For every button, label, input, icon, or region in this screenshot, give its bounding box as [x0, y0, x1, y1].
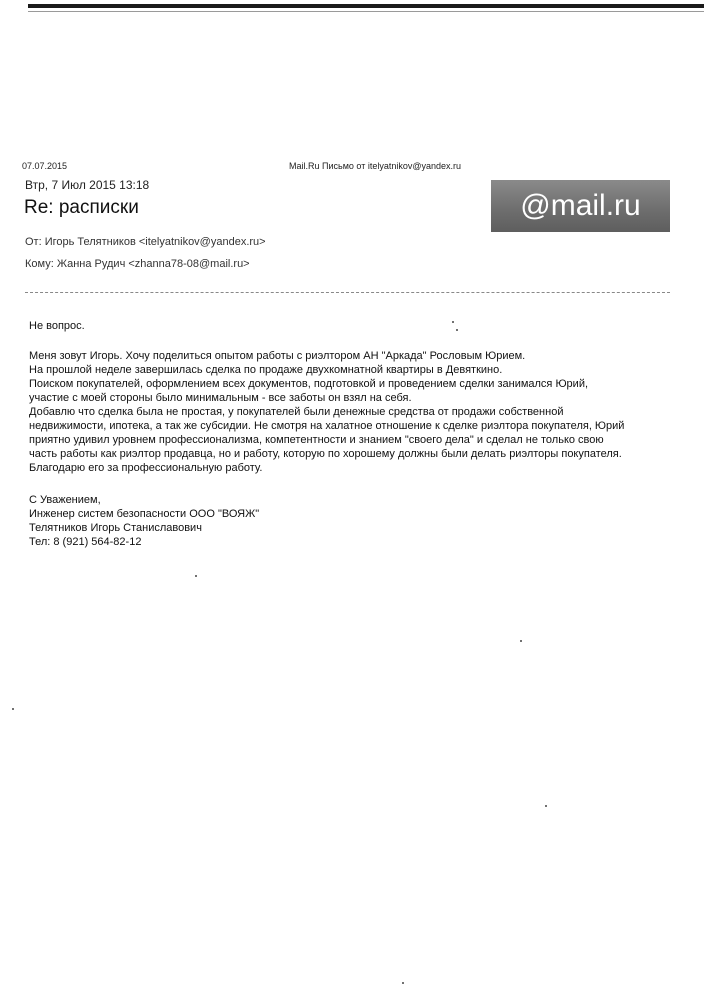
scan-speck	[456, 329, 458, 331]
body-line: На прошлой неделе завершилась сделка по продаже двухкомнатной квартиры в Девяткино.	[29, 364, 503, 376]
scan-border-top	[28, 4, 704, 8]
signature-line: Инженер систем безопасности ООО "ВОЯЖ"	[29, 508, 260, 520]
signature-line: Телятников Игорь Станиславович	[29, 522, 202, 534]
body-line: недвижимости, ипотека, а так же субсидии. Не смотря на халатное отношение к сделке риэлтора покупателя, Юрий	[29, 420, 625, 432]
email-signature	[29, 493, 259, 549]
mailru-logo	[491, 180, 670, 232]
scan-border-line	[28, 11, 704, 12]
body-line: Благодарю его за профессиональную работу.	[29, 462, 263, 474]
body-line: Поиском покупателей, оформлением всех документов, подготовкой и проведением сделки занимался Юрий,	[29, 378, 589, 390]
email-greeting: Не вопрос.	[29, 320, 85, 332]
scan-speck	[520, 640, 522, 642]
body-line: приятно удивил уровнем профессионализма, компетентности и знанием "своего дела" и сделал не только свою	[29, 434, 604, 446]
signature-line: Тел: 8 (921) 564-82-12	[29, 536, 142, 548]
scan-speck	[545, 805, 547, 807]
body-line: Добавлю что сделка была не простая, у покупателей были денежные средства от продажи собственной	[29, 406, 564, 418]
print-date: 07.07.2015	[22, 161, 68, 171]
email-from: От: Игорь Телятников <itelyatnikov@yandex.ru>	[25, 236, 266, 248]
email-body	[29, 349, 624, 475]
print-source: Mail.Ru Письмо от itelyatnikov@yandex.ru	[289, 161, 461, 171]
scan-speck	[12, 708, 14, 710]
email-subject: Re: расписки	[24, 197, 139, 218]
scan-speck	[402, 982, 404, 984]
header-divider	[25, 292, 670, 293]
scan-speck	[195, 575, 197, 577]
signature-line: С Уважением,	[29, 494, 101, 506]
body-line: часть работы как риэлтор продавца, но и работу, которую по хорошему должны были делать риэлторы покупателя.	[29, 448, 622, 460]
scan-speck	[452, 321, 454, 323]
body-line: участие с моей стороны было минимальным - все заботы он взял на себя.	[29, 392, 412, 404]
email-sent-date: Втр, 7 Июл 2015 13:18	[25, 178, 150, 192]
mailru-logo-text: @mail.ru	[520, 189, 641, 222]
body-line: Меня зовут Игорь. Хочу поделиться опытом работы с риэлтором АН "Аркада" Рословым Юрием.	[29, 350, 526, 362]
email-to: Кому: Жанна Рудич <zhanna78-08@mail.ru>	[25, 258, 250, 270]
